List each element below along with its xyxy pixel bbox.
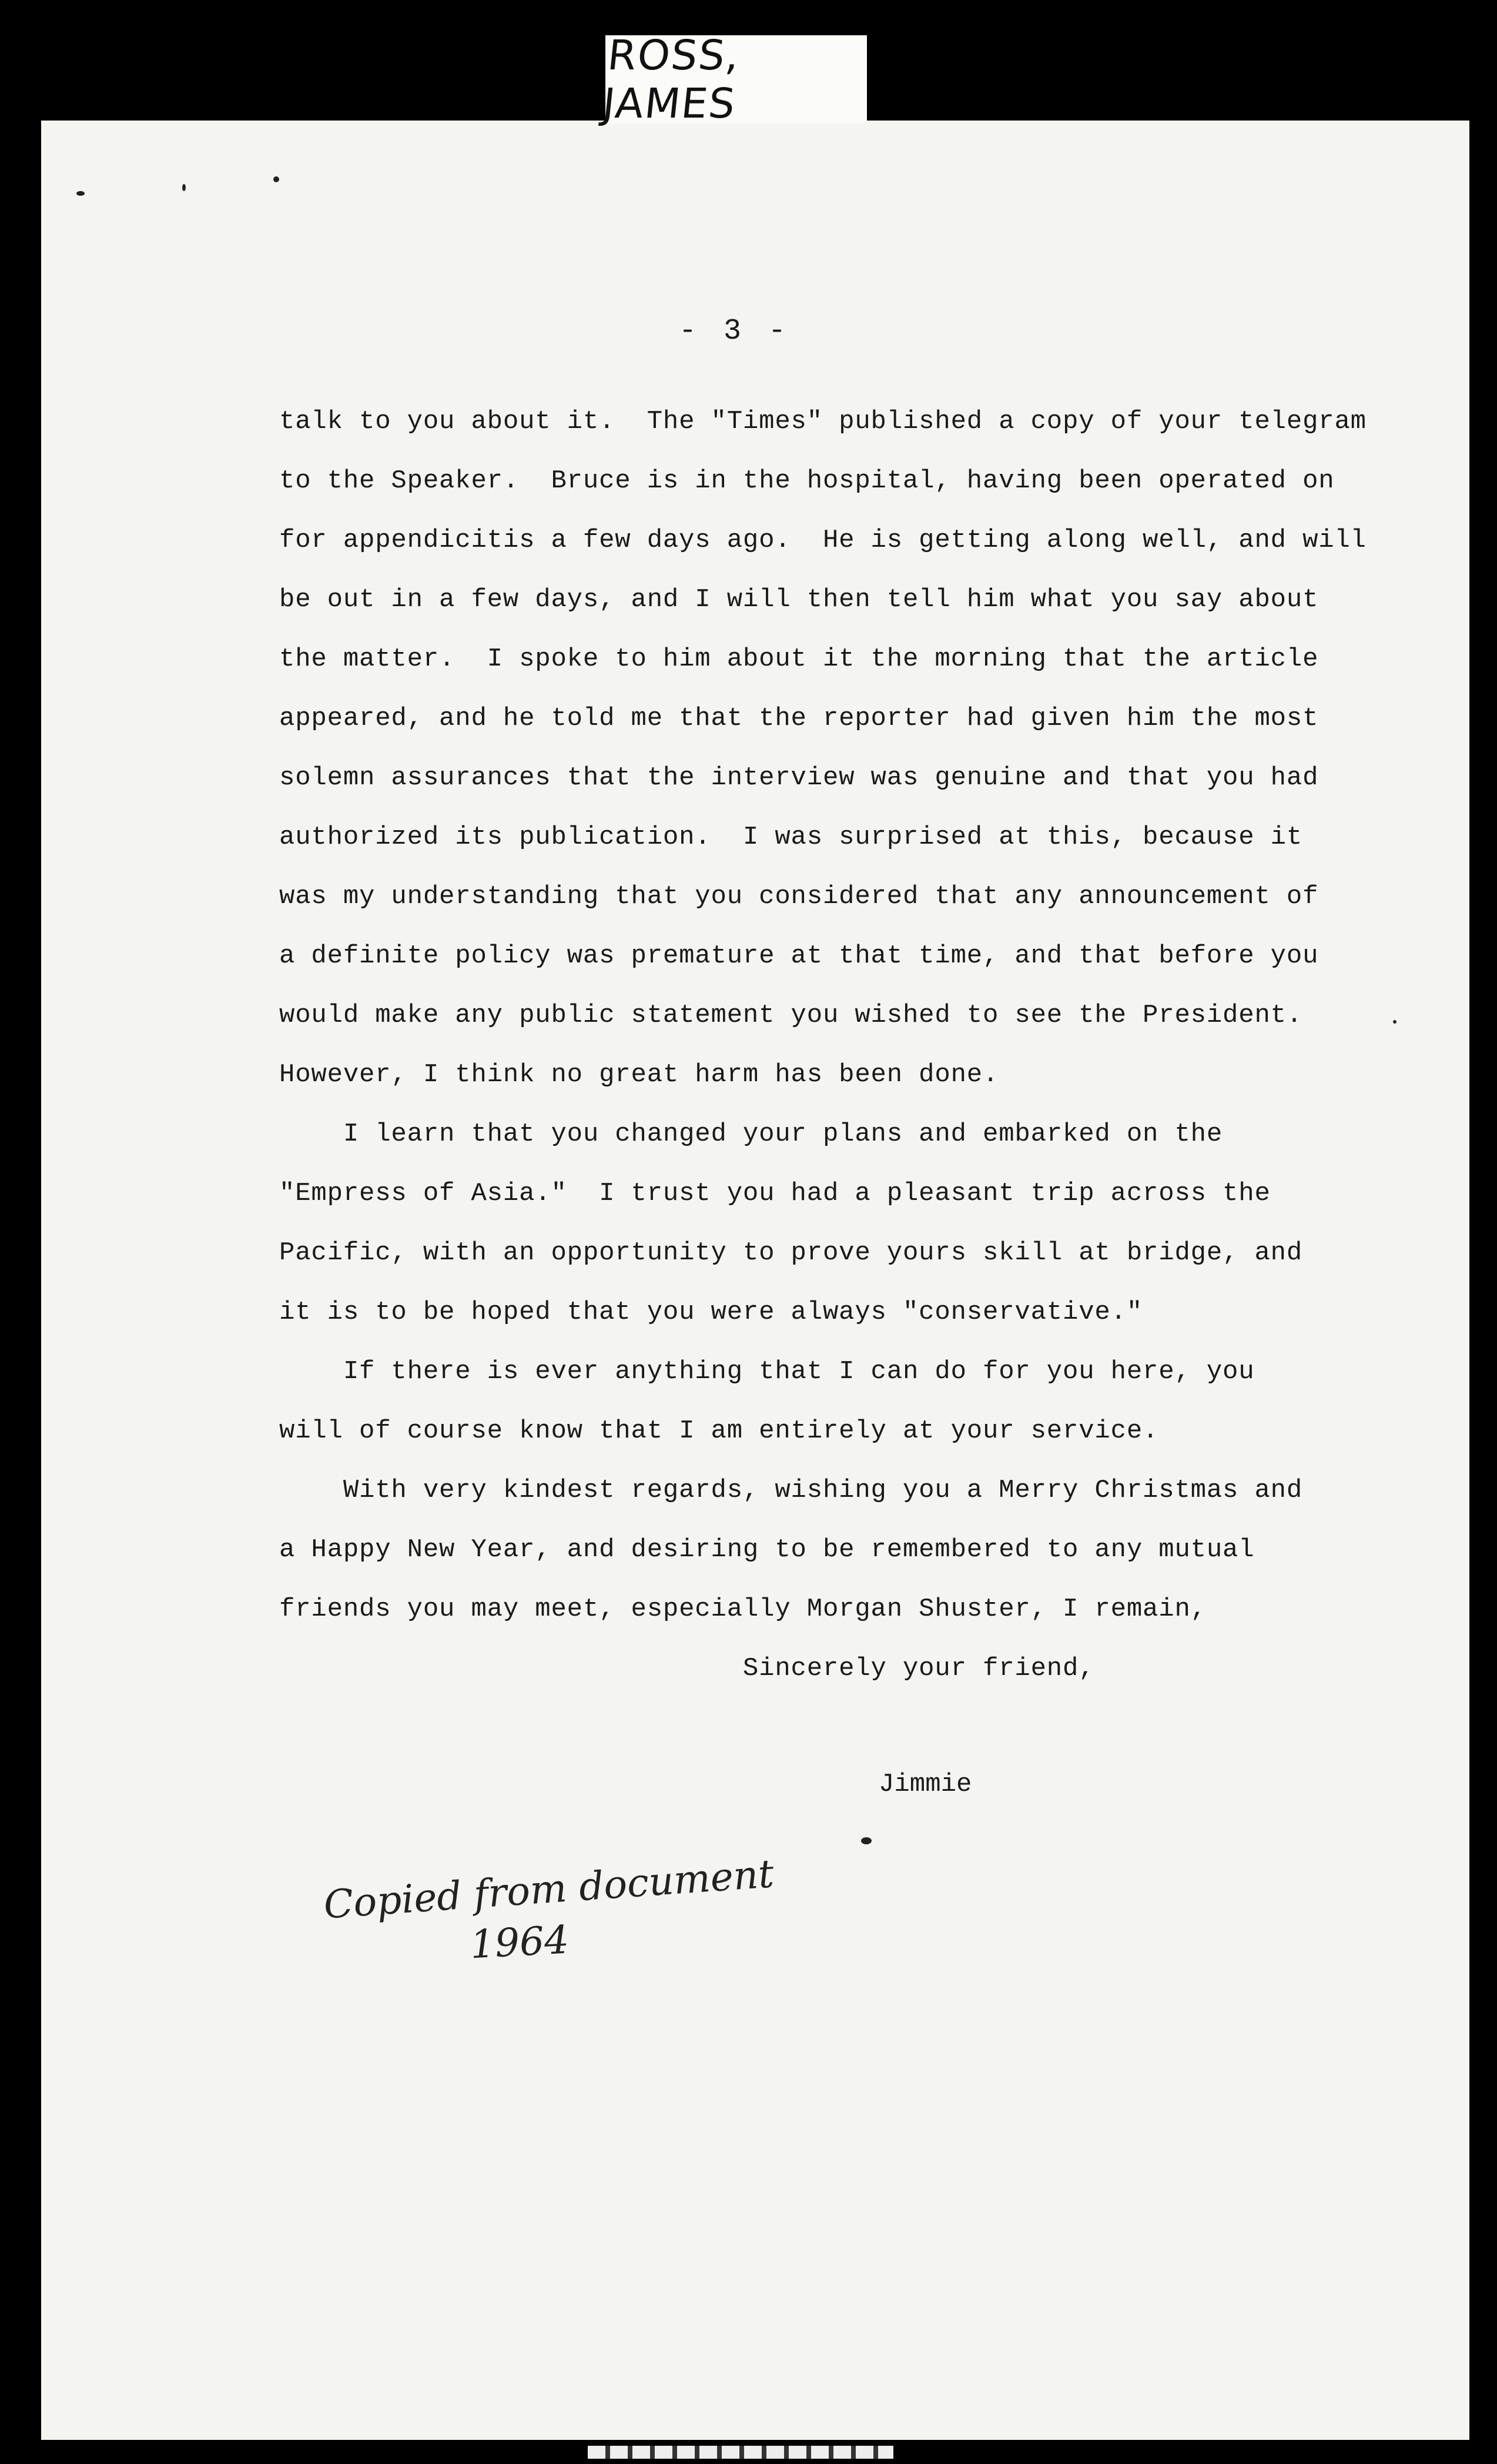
ink-speck: [273, 176, 279, 182]
body-line: I learn that you changed your plans and embarked on the: [279, 1119, 1223, 1149]
body-line: was my understanding that you considered that any announcement of: [279, 882, 1319, 911]
body-line: be out in a few days, and I will then tell him what you say about: [279, 585, 1319, 614]
folder-label: [600, 31, 867, 128]
handwritten-year: 1964: [469, 1917, 570, 1968]
ink-speck: [1393, 1020, 1396, 1024]
body-line: for appendicitis a few days ago. He is getting along well, and will: [279, 526, 1367, 555]
ink-speck: [76, 191, 85, 196]
body-line: If there is ever anything that I can do for you here, you: [279, 1357, 1255, 1386]
body-line: With very kindest regards, wishing you a Merry Christmas and: [279, 1476, 1303, 1505]
scan-edge-bar: [588, 2446, 893, 2459]
body-line: authorized its publication. I was surprised at this, because it: [279, 823, 1303, 852]
page-number: - 3 -: [678, 315, 791, 348]
signature: Jimmie: [879, 1770, 972, 1799]
body-line: Pacific, with an opportunity to prove yours skill at bridge, and: [279, 1238, 1303, 1268]
body-line: would make any public statement you wished to see the President.: [279, 1001, 1303, 1030]
body-line: solemn assurances that the interview was genuine and that you had: [279, 763, 1319, 793]
body-line: talk to you about it. The "Times" published a copy of your telegram: [279, 407, 1367, 436]
ink-speck: [861, 1837, 872, 1844]
body-line: friends you may meet, especially Morgan Shuster, I remain,: [279, 1594, 1207, 1624]
body-line: will of course know that I am entirely at your service.: [279, 1416, 1159, 1446]
label-text: ROSS, JAMES: [600, 31, 743, 128]
body-line: to the Speaker. Bruce is in the hospital, having been operated on: [279, 466, 1335, 496]
body-line: appeared, and he told me that the reporter had given him the most: [279, 704, 1319, 733]
handwritten-note: Copied from document: [322, 1851, 776, 1928]
body-line: a Happy New Year, and desiring to be remembered to any mutual: [279, 1535, 1255, 1564]
body-line: the matter. I spoke to him about it the morning that the article: [279, 644, 1319, 674]
body-line: a definite policy was premature at that time, and that before you: [279, 941, 1319, 971]
body-line: "Empress of Asia." I trust you had a pleasant trip across the: [279, 1179, 1271, 1208]
body-line: it is to be hoped that you were always "conservative.": [279, 1298, 1143, 1327]
ink-speck: [182, 184, 186, 191]
closing-line: Sincerely your friend,: [279, 1654, 1095, 1683]
body-line: However, I think no great harm has been done.: [279, 1060, 999, 1089]
